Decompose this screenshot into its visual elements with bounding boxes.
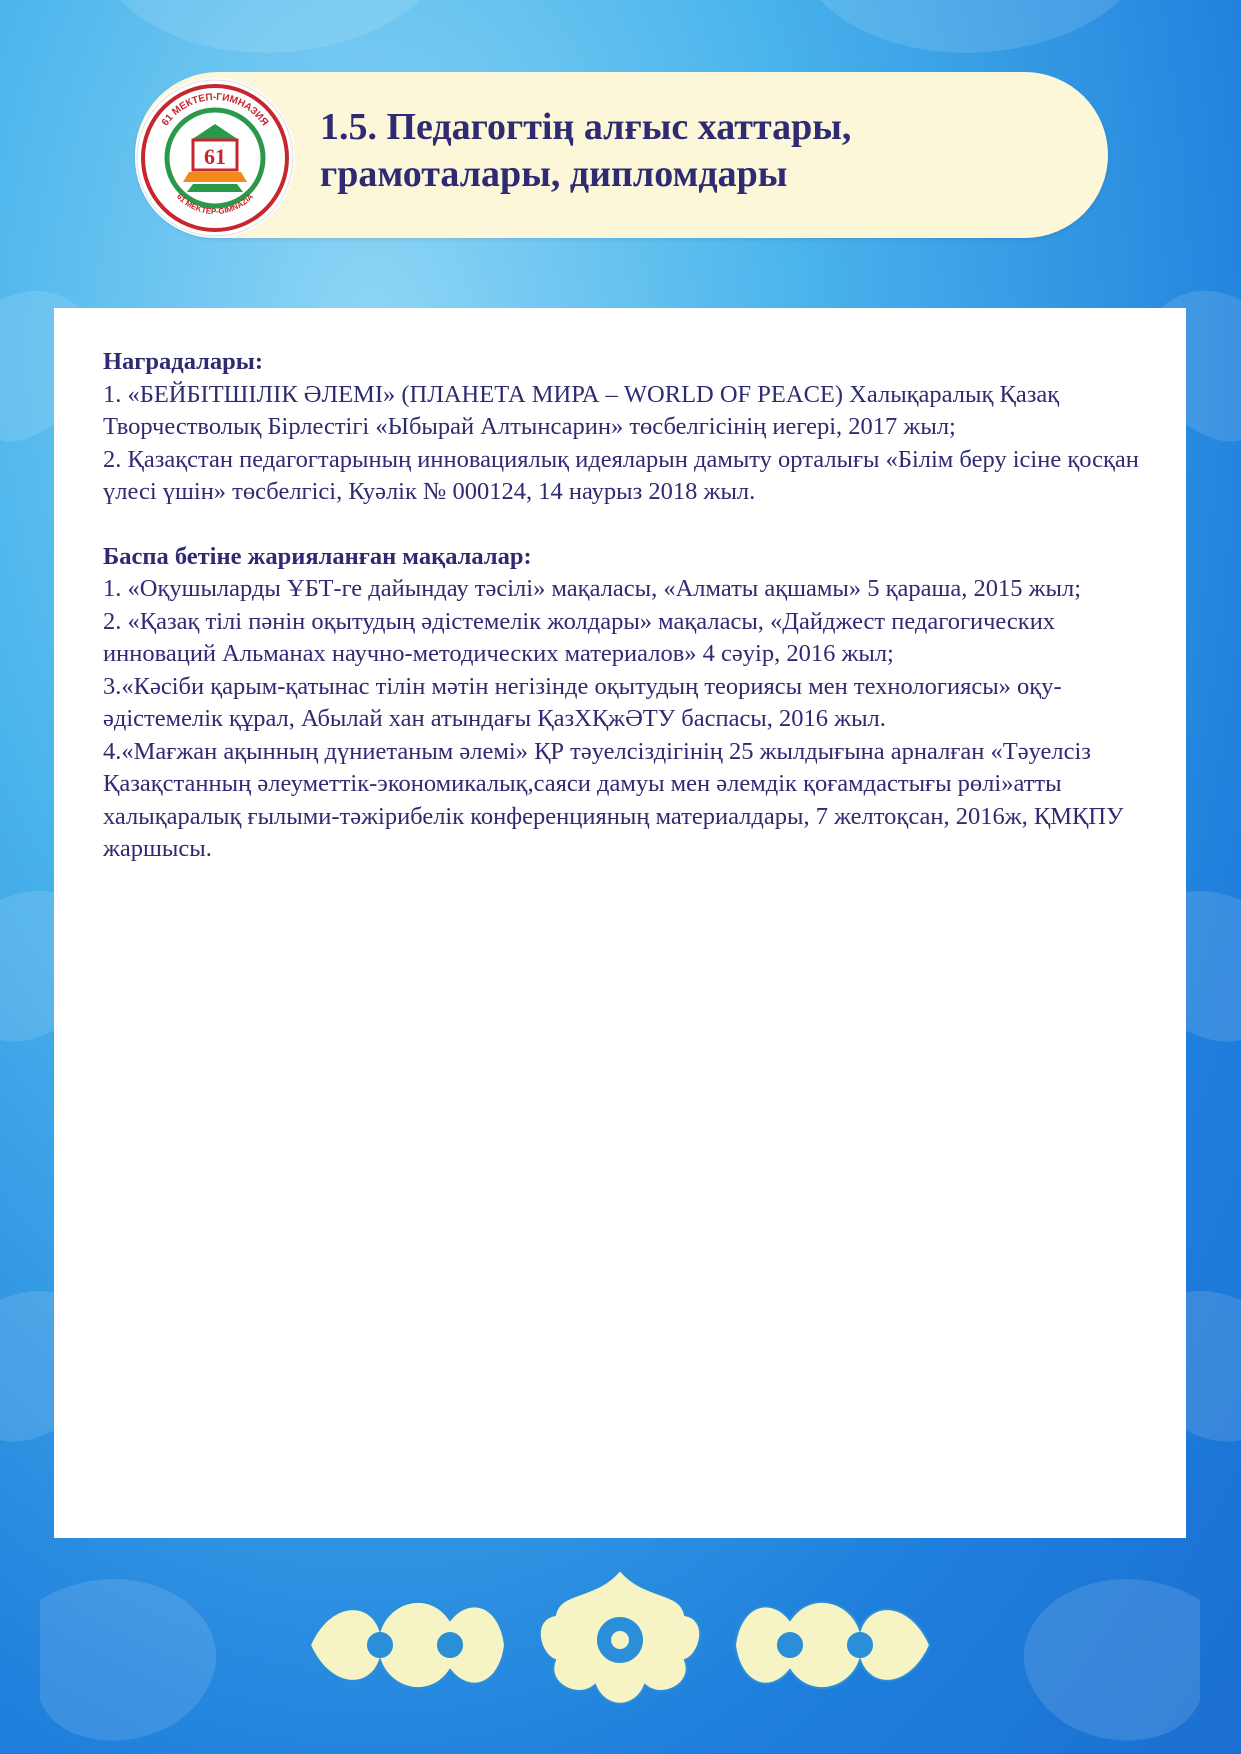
school-logo: [135, 78, 295, 238]
publication-item-3: 3.«Кәсіби қарым-қатынас тілін мәтін негізінде оқытудың теориясы мен технологиясы» оқу-әдістемелік құрал, Абылай хан атындағы ҚазХҚжӘТУ баспасы, 2016 жыл.: [103, 672, 1062, 732]
svg-text:61 МЕКТЕП-ГИМНАЗИЯ: 61 МЕКТЕП-ГИМНАЗИЯ: [159, 91, 271, 129]
publications-heading: Баспа бетіне жарияланған мақалалар:: [103, 542, 532, 570]
award-item-1: 1. «БЕЙБІТШІЛІК ӘЛЕМІ» (ПЛАНЕТА МИРА – WORLD OF PEACE) Халықаралық Қазақ Творчестволық Бірлестігі «Ыбырай Алтынсарин» төсбелгісінің иегері, 2017 жыл;: [103, 380, 1060, 440]
section-spacer: [103, 509, 1143, 541]
award-item-2: 2. Қазақстан педагогтарының инновациялық идеяларын дамыту орталығы «Білім беру ісіне қосқан үлесі үшін» төсбелгісі, Куәлік № 000124, 14 наурыз 2018 жыл.: [103, 445, 1139, 505]
page-title-line-1: 1.5. Педагогтің алғыс хаттары,: [320, 106, 852, 148]
awards-heading: Наградалары:: [103, 348, 264, 375]
svg-text:61 MEKTEP-GIMNAZIA: 61 MEKTEP-GIMNAZIA: [174, 191, 256, 217]
content-text: [103, 346, 1143, 866]
publication-item-1: 1. «Оқушыларды ҰБТ-ге дайындау тәсілі» мақаласы, «Алматы ақшамы» 5 қараша, 2015 жыл;: [103, 575, 1082, 602]
publication-item-4: 4.«Мағжан ақынның дүниетаным әлемі» ҚР тәуелсіздігінің 25 жылдығына арналған «Тәуелсіз Қазақстанның әлеуметтік-экономикалық,саяси дамуы мен әлемдік қоғамдастығы рөлі»атты халықаралық ғылыми-тәжірибелік конференцияның материалдары, 7 желтоқсан, 2016ж, ҚМҚПУ жаршысы.: [103, 737, 1124, 862]
page-title-line-2: грамоталары, дипломдары: [320, 152, 788, 195]
bottom-ornament-icon: [300, 1560, 940, 1730]
svg-text:61: 61: [204, 144, 226, 169]
page-title: [320, 104, 1060, 197]
publication-item-2: 2. «Қазақ тілі пәнін оқытудың әдістемелік жолдары» мақаласы, «Дайджест педагогических инноваций Альманах научно-методических материалов» 4 сәуір, 2016 жыл;: [103, 607, 1056, 667]
